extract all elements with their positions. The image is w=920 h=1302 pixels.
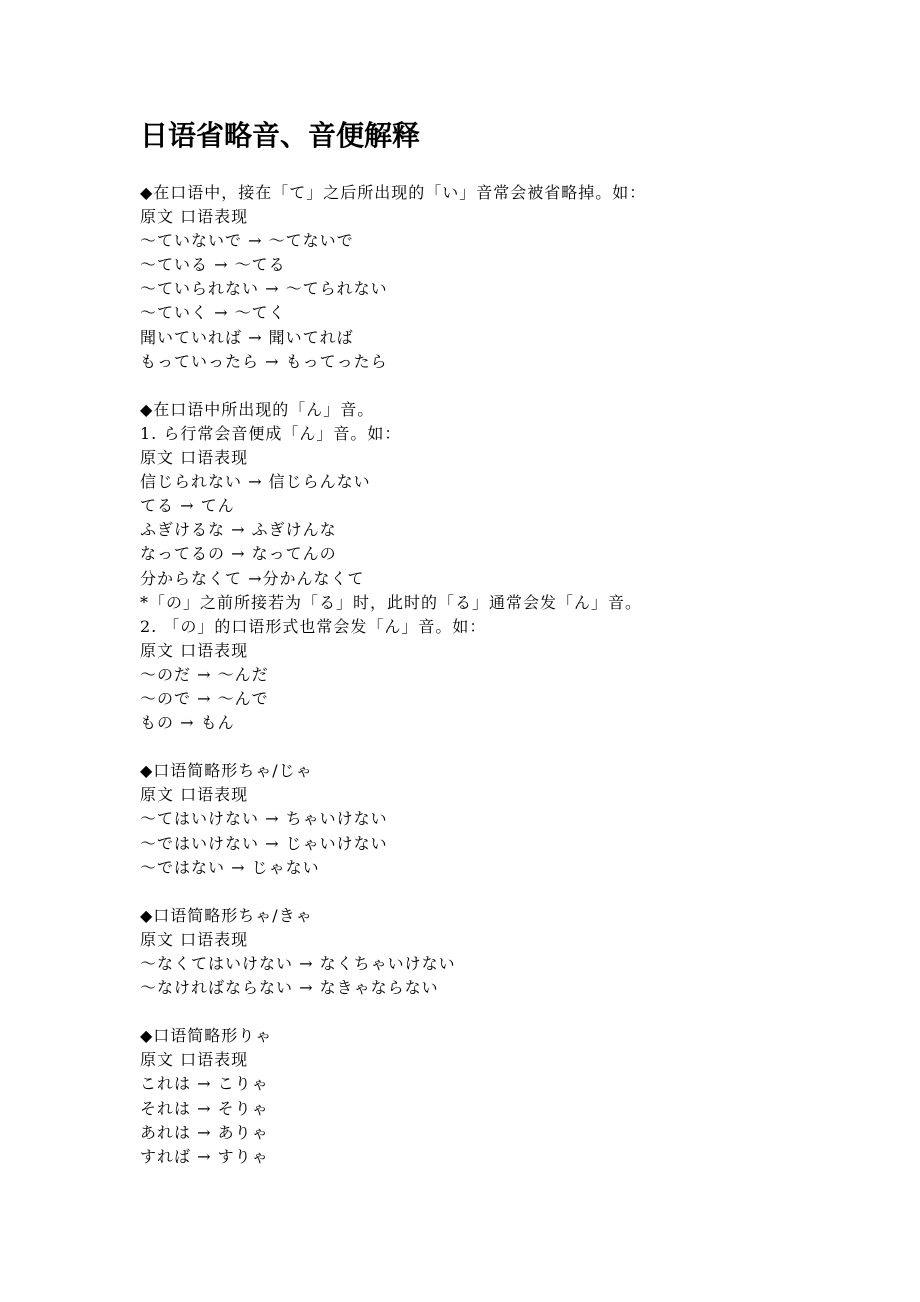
- text-line: 原文 口语表现: [140, 207, 249, 227]
- text-line: ～てはいけない → ちゃいけない: [140, 809, 388, 829]
- text-line: 信じられない → 信じらんない: [140, 472, 371, 492]
- text-line: ふぎけるな → ふぎけんな: [140, 520, 337, 540]
- text-line: ◆口语简略形ちゃ/じゃ: [140, 761, 313, 781]
- text-line: てる → てん: [140, 496, 235, 516]
- text-line: なってるの → なってんの: [140, 544, 337, 564]
- text-line: 1. ら行常会音便成「ん」音。如：: [140, 423, 402, 443]
- text-line: これは → こりゃ: [140, 1074, 269, 1094]
- text-line: ～なくてはいけない → なくちゃいけない: [140, 954, 456, 973]
- text-line: 原文 口语表现: [140, 1050, 249, 1070]
- text-line: ～ではない → じゃない: [140, 857, 320, 877]
- text-line: ～ていられない → ～てられない: [140, 279, 388, 299]
- text-line: ◆在口语中，接在「て」之后所出现的「い」音常会被省略掉。如：: [140, 183, 647, 202]
- text-line: あれは → ありゃ: [140, 1122, 269, 1142]
- document-title: 日语省略音、音便解释: [140, 119, 421, 152]
- text-line: 原文 口语表现: [140, 785, 249, 805]
- blank-line: [140, 735, 860, 759]
- text-line: もっていったら → もってったら: [140, 351, 388, 371]
- text-line: ◆口语简略形ちゃ/きゃ: [140, 905, 313, 925]
- text-line: もの → もん: [140, 713, 235, 733]
- text-line: 2. 「の」的口语形式也常会发「ん」音。如：: [140, 616, 487, 636]
- document-body: [140, 181, 860, 1169]
- text-line: 聞いていれば → 聞いてれば: [140, 327, 354, 347]
- text-line: ～ていないで → ～てないで: [140, 231, 354, 251]
- text-line: ～ていく → ～てく: [140, 303, 286, 323]
- text-line: ◆口语简略形りゃ: [140, 1026, 273, 1046]
- text-line: ～ている → ～てる: [140, 255, 286, 275]
- text-line: *「の」之前所接若为「る」时，此时的「る」通常会发「ん」音。: [140, 592, 643, 612]
- text-line: ～ではいけない → じゃいけない: [140, 833, 388, 853]
- text-line: ～のだ → ～んだ: [140, 664, 269, 684]
- text-line: それは → そりゃ: [140, 1098, 269, 1118]
- text-line: ～ので → ～んで: [140, 688, 269, 708]
- text-line: 分からなくて →分かんなくて: [140, 568, 365, 588]
- text-line: 原文 口语表现: [140, 448, 249, 468]
- text-line: 原文 口语表现: [140, 929, 249, 949]
- blank-line: [140, 1000, 860, 1024]
- blank-line: [140, 880, 860, 904]
- text-line: すれば → すりゃ: [140, 1146, 269, 1166]
- blank-line: [140, 374, 860, 398]
- text-line: ◆在口语中所出现的「ん」音。: [140, 399, 375, 419]
- text-line: 原文 口语表现: [140, 640, 249, 660]
- text-line: ～なければならない → なきゃならない: [140, 978, 439, 998]
